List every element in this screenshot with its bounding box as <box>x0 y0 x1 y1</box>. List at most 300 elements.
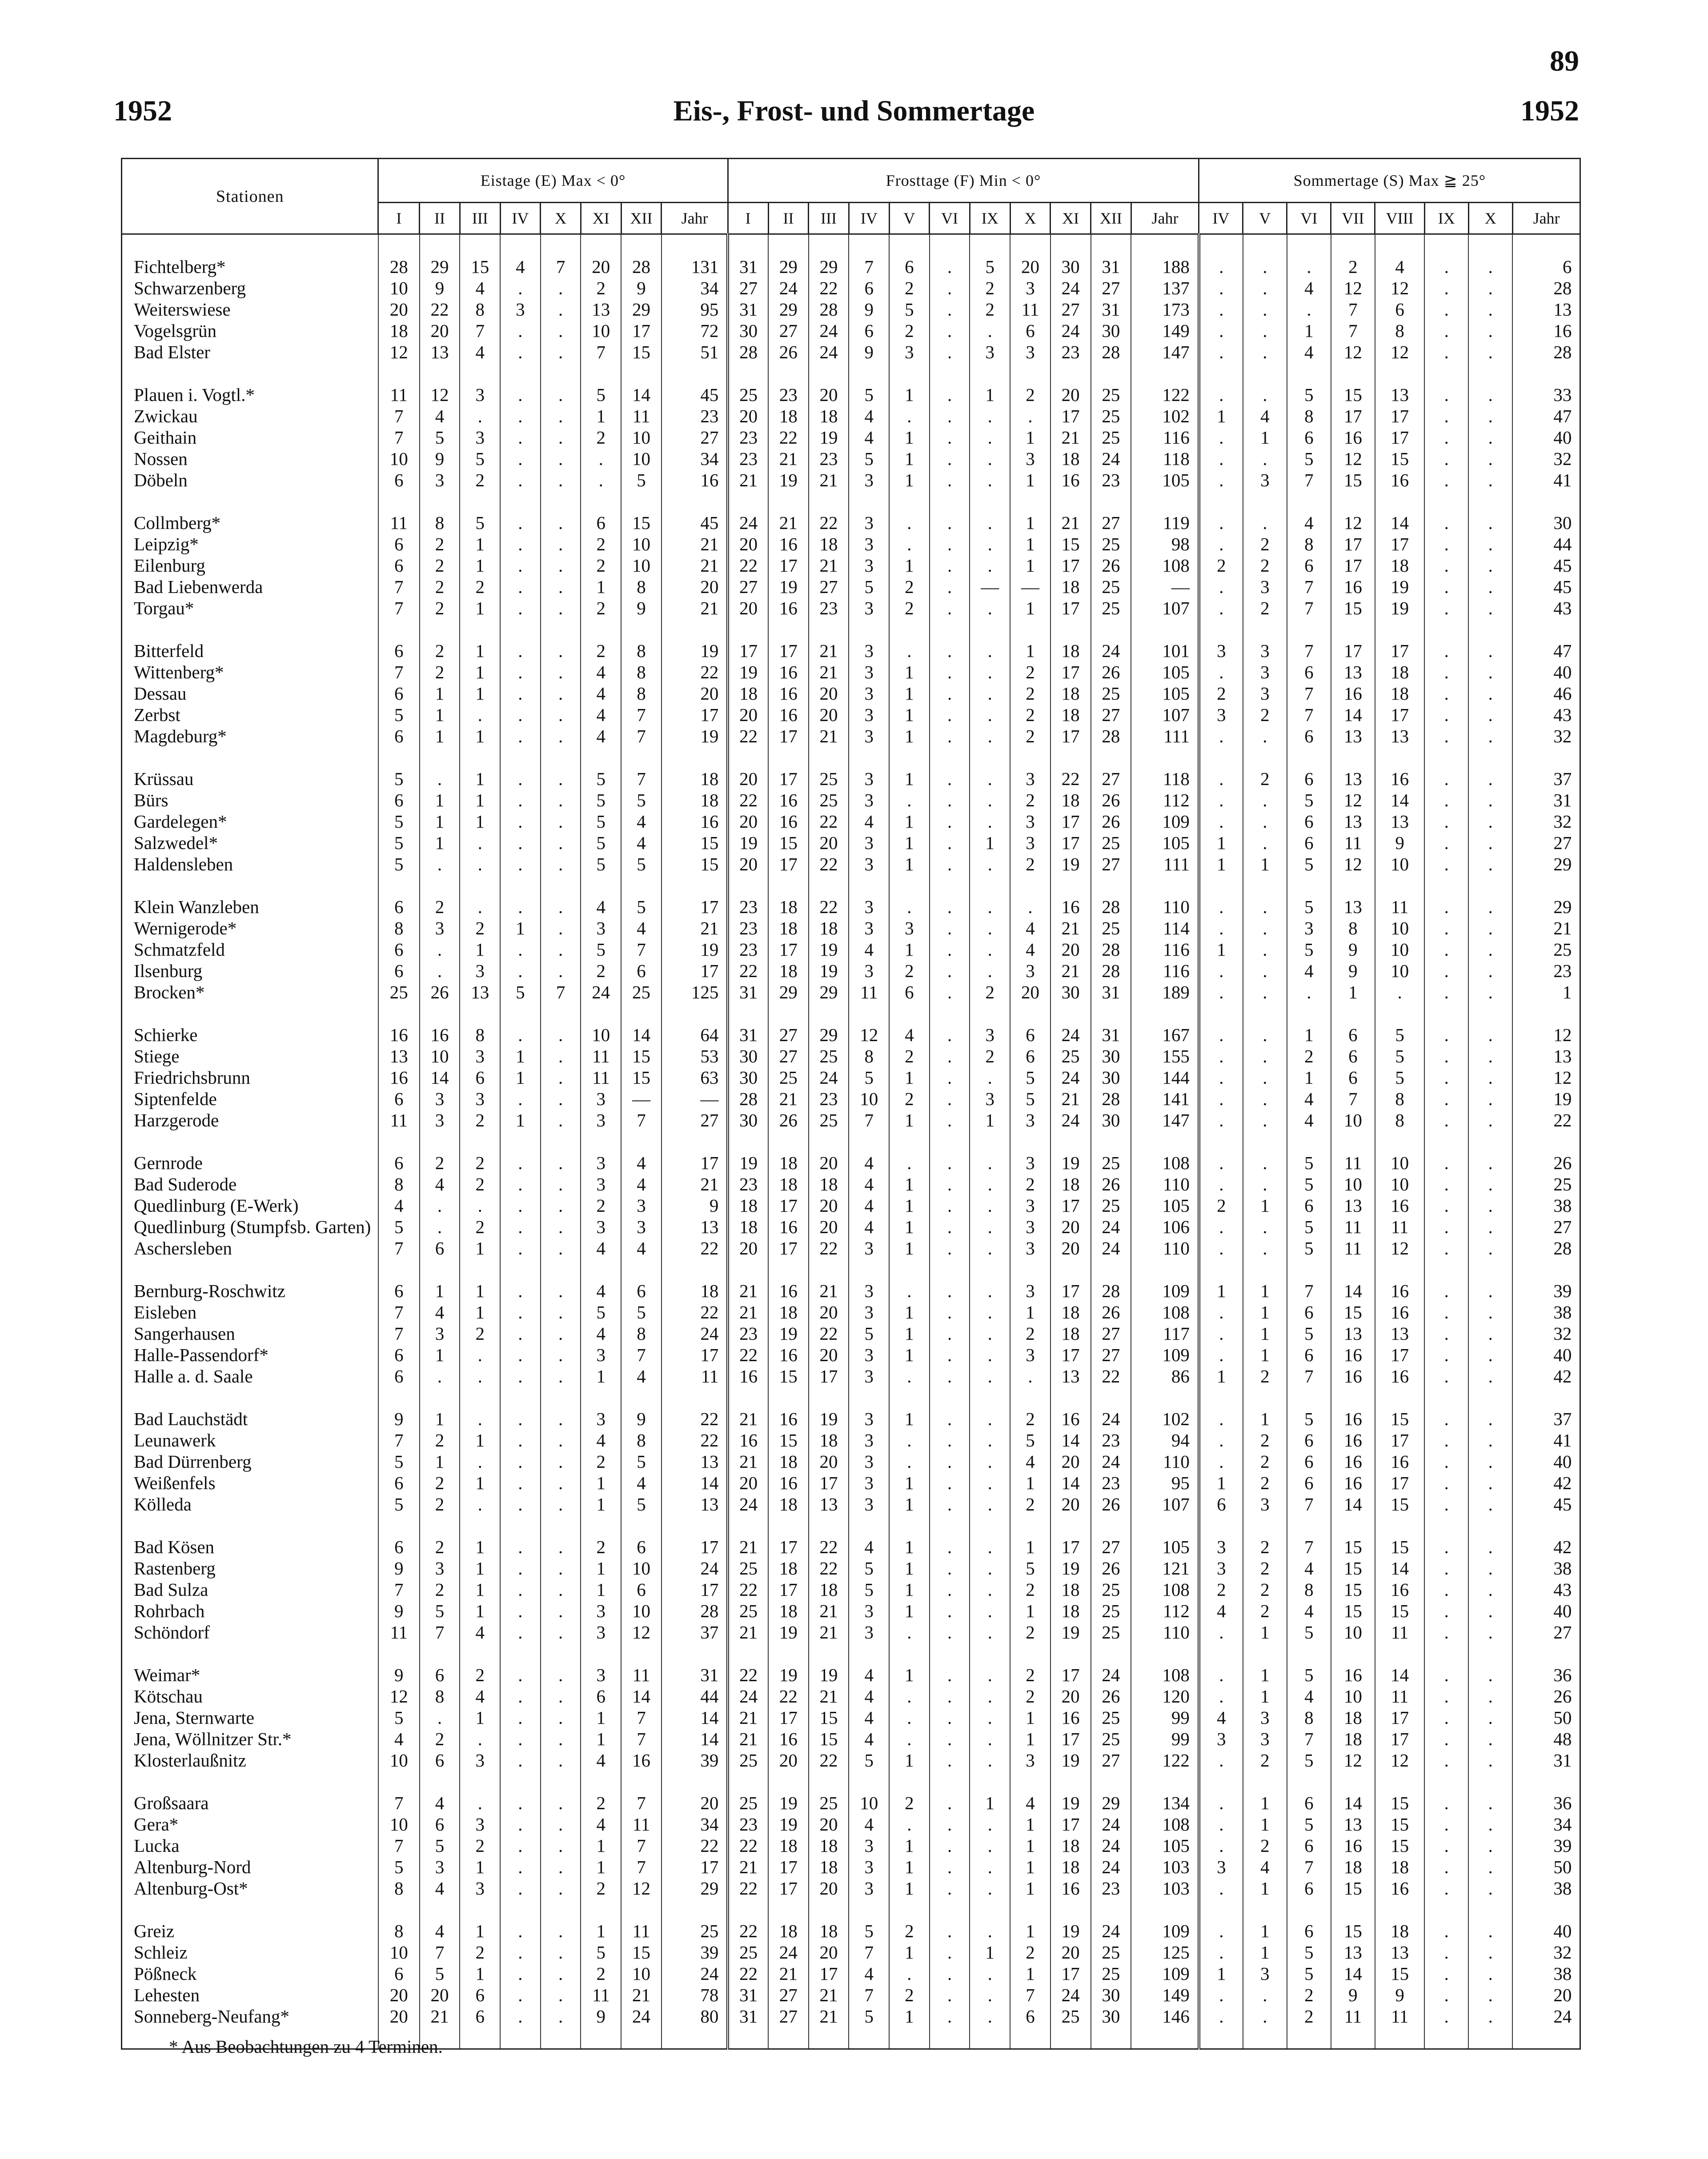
frost-cell: 31 <box>1091 256 1131 277</box>
sommer-cell: . <box>1468 960 1512 981</box>
frost-cell: 2 <box>889 576 930 597</box>
sommer-cell: . <box>1243 1984 1287 2006</box>
sommer-cell: . <box>1243 725 1287 747</box>
frost-cell: 13 <box>809 1494 849 1515</box>
sommer-cell: . <box>1424 1579 1468 1600</box>
eis-cell: . <box>541 789 581 811</box>
frost-cell: . <box>930 1942 970 1963</box>
frost-cell: 17 <box>768 640 809 661</box>
sommer-cell: 7 <box>1287 1856 1331 1878</box>
station-name: Bad Kösen <box>122 1536 378 1558</box>
sommer-cell: 18 <box>1375 683 1424 704</box>
sommer-cell: 11 <box>1375 1216 1424 1238</box>
sommer-cell: 14 <box>1375 1664 1424 1686</box>
frost-cell: 3 <box>849 533 889 555</box>
eis-cell: 19 <box>662 939 728 960</box>
frost-cell: 3 <box>1010 341 1050 363</box>
frost-cell: . <box>970 1920 1010 1942</box>
eis-cell: 17 <box>662 896 728 917</box>
frost-cell: 28 <box>809 299 849 320</box>
sommer-cell: 1 <box>1243 1302 1287 1323</box>
frost-cell: 18 <box>1050 789 1091 811</box>
eis-cell: 8 <box>621 683 662 704</box>
sommer-cell: 2 <box>1199 1579 1243 1600</box>
eis-cell: 6 <box>621 1579 662 1600</box>
eis-cell: . <box>500 1963 541 1984</box>
frost-cell: . <box>970 1494 1010 1515</box>
sommer-cell: . <box>1424 1174 1468 1195</box>
sommer-cell: 38 <box>1512 1878 1580 1899</box>
block-spacer <box>122 1387 1580 1408</box>
eis-cell: . <box>541 597 581 619</box>
eis-cell: 4 <box>621 1174 662 1195</box>
frost-cell: 3 <box>849 1280 889 1302</box>
frost-cell: 27 <box>768 320 809 341</box>
eis-cell: 15 <box>460 256 500 277</box>
frost-cell: 3 <box>849 832 889 853</box>
eis-cell: . <box>541 277 581 299</box>
frost-cell: 21 <box>809 1686 849 1707</box>
frost-cell: 31 <box>728 981 768 1003</box>
eis-cell: 1 <box>460 768 500 789</box>
eis-cell: . <box>500 341 541 363</box>
frost-cell: . <box>930 1579 970 1600</box>
sommer-cell: . <box>1199 1238 1243 1259</box>
eis-cell: 2 <box>581 1792 621 1814</box>
eis-cell: 13 <box>662 1216 728 1238</box>
frost-cell: 19 <box>728 661 768 683</box>
sommer-cell: 19 <box>1375 597 1424 619</box>
frost-cell: 1 <box>1010 1835 1050 1856</box>
sommer-cell: 41 <box>1512 1430 1580 1451</box>
frost-cell: 3 <box>1010 1238 1050 1259</box>
frost-cell: . <box>930 661 970 683</box>
frost-cell: . <box>930 1814 970 1835</box>
frost-cell: 19 <box>809 427 849 448</box>
sommer-cell: . <box>1199 1622 1243 1643</box>
eis-cell: 20 <box>581 256 621 277</box>
eis-cell: . <box>541 1344 581 1366</box>
sommer-cell: . <box>1243 277 1287 299</box>
sommer-cell: . <box>1199 512 1243 533</box>
sommer-cell: 6 <box>1287 1835 1331 1856</box>
frost-cell: . <box>930 576 970 597</box>
sommer-cell: . <box>1199 1430 1243 1451</box>
frost-cell: . <box>889 1430 930 1451</box>
sommer-cell: 10 <box>1331 1174 1375 1195</box>
frost-cell: 27 <box>768 1984 809 2006</box>
frost-cell: 15 <box>768 1430 809 1451</box>
frost-cell: 25 <box>728 1600 768 1622</box>
eis-cell: 7 <box>378 1792 420 1814</box>
sommer-month-header: VIII <box>1375 203 1424 234</box>
eis-cell: . <box>541 1472 581 1494</box>
table-row <box>122 1536 1580 1558</box>
frost-cell: . <box>970 896 1010 917</box>
eis-cell: 7 <box>621 1707 662 1728</box>
frost-cell: 31 <box>1091 299 1131 320</box>
sommer-cell: 40 <box>1512 1920 1580 1942</box>
frost-cell: 6 <box>889 256 930 277</box>
sommer-cell: 27 <box>1512 1216 1580 1238</box>
table-row <box>122 597 1580 619</box>
frost-cell: 23 <box>1091 469 1131 491</box>
eis-cell: 15 <box>662 832 728 853</box>
sommer-cell: . <box>1468 1067 1512 1088</box>
frost-cell: 7 <box>849 256 889 277</box>
sommer-cell: . <box>1199 661 1243 683</box>
frost-cell: . <box>930 1472 970 1494</box>
frost-cell: 21 <box>768 1963 809 1984</box>
frost-cell: 16 <box>728 1430 768 1451</box>
frost-cell: 21 <box>809 1280 849 1302</box>
eis-cell: 3 <box>581 1174 621 1195</box>
frost-cell: 109 <box>1131 811 1199 832</box>
frost-cell: 26 <box>768 1110 809 1131</box>
eis-cell: 4 <box>420 1920 460 1942</box>
frost-cell: . <box>970 960 1010 981</box>
eis-cell: 20 <box>378 2006 420 2027</box>
eis-cell: 4 <box>420 405 460 427</box>
frost-cell: 22 <box>728 1835 768 1856</box>
eis-cell: 7 <box>460 320 500 341</box>
frost-cell: 21 <box>1050 1088 1091 1110</box>
frost-cell: 18 <box>768 1174 809 1195</box>
eis-cell: 4 <box>378 1728 420 1750</box>
eis-cell: 5 <box>581 939 621 960</box>
sommer-cell: . <box>1199 1216 1243 1238</box>
sommer-cell: 7 <box>1331 1088 1375 1110</box>
eis-cell: 6 <box>621 1536 662 1558</box>
sommer-cell: 11 <box>1331 1152 1375 1174</box>
frost-cell: 3 <box>849 1238 889 1259</box>
frost-cell: 19 <box>728 832 768 853</box>
eis-cell: . <box>460 1728 500 1750</box>
station-name: Bürs <box>122 789 378 811</box>
frost-cell: 3 <box>1010 1216 1050 1238</box>
frost-cell: 18 <box>809 1174 849 1195</box>
eis-cell: 6 <box>378 555 420 576</box>
frost-cell: . <box>930 1686 970 1707</box>
sommer-cell: 6 <box>1287 1195 1331 1216</box>
sommer-cell: 14 <box>1375 512 1424 533</box>
frost-cell: 20 <box>1010 981 1050 1003</box>
eis-cell: . <box>500 469 541 491</box>
frost-cell: . <box>930 1536 970 1558</box>
eis-cell: 5 <box>581 832 621 853</box>
eis-cell: 2 <box>581 427 621 448</box>
frost-cell: 25 <box>1050 2006 1091 2027</box>
eis-cell: 4 <box>460 1622 500 1643</box>
frost-cell: . <box>930 277 970 299</box>
eis-cell: . <box>541 576 581 597</box>
frost-cell: 24 <box>728 1686 768 1707</box>
eis-cell: 3 <box>420 1088 460 1110</box>
eis-cell: 17 <box>621 320 662 341</box>
sommer-cell: 1 <box>1243 1814 1287 1835</box>
sommer-cell: . <box>1199 597 1243 619</box>
eis-cell: 34 <box>662 1814 728 1835</box>
eis-cell: 11 <box>621 1814 662 1835</box>
station-name: Torgau* <box>122 597 378 619</box>
frost-cell: 20 <box>728 533 768 555</box>
frost-cell: 26 <box>1091 1302 1131 1323</box>
frost-cell: 11 <box>1010 299 1050 320</box>
eis-cell: 3 <box>420 1558 460 1579</box>
eis-cell: 4 <box>581 1750 621 1771</box>
eis-cell: 1 <box>581 576 621 597</box>
frost-cell: 17 <box>1050 405 1091 427</box>
frost-cell: . <box>970 725 1010 747</box>
eis-cell: 9 <box>662 1195 728 1216</box>
sommer-cell: . <box>1468 768 1512 789</box>
frost-cell: 19 <box>768 576 809 597</box>
eis-cell: 4 <box>581 683 621 704</box>
sommer-cell: . <box>1243 917 1287 939</box>
eis-cell: 1 <box>581 1579 621 1600</box>
sommer-cell: . <box>1424 384 1468 405</box>
eis-cell: 4 <box>460 277 500 299</box>
sommer-cell: 2 <box>1243 533 1287 555</box>
sommer-cell: 12 <box>1512 1024 1580 1045</box>
frost-cell: 20 <box>728 853 768 875</box>
frost-cell: . <box>930 1110 970 1131</box>
sommer-cell: 14 <box>1331 1494 1375 1515</box>
eis-cell: 6 <box>378 960 420 981</box>
frost-cell: 15 <box>768 1366 809 1387</box>
eis-cell: 2 <box>581 597 621 619</box>
eis-cell: 1 <box>500 1067 541 1088</box>
frost-cell: 18 <box>768 1451 809 1472</box>
eis-cell: 5 <box>621 1302 662 1323</box>
sommer-cell: 2 <box>1243 1600 1287 1622</box>
table-row <box>122 1152 1580 1174</box>
eis-cell: 6 <box>621 1280 662 1302</box>
sommer-cell: . <box>1199 1920 1243 1942</box>
frost-cell: 3 <box>849 1494 889 1515</box>
frost-cell: 188 <box>1131 256 1199 277</box>
frost-cell: 3 <box>849 725 889 747</box>
sommer-cell: . <box>1424 789 1468 811</box>
eis-cell: . <box>541 1686 581 1707</box>
table-row <box>122 384 1580 405</box>
sommer-cell: 10 <box>1331 1686 1375 1707</box>
frost-cell: . <box>970 1622 1010 1643</box>
frost-cell: 1 <box>889 1408 930 1430</box>
frost-cell: 108 <box>1131 1302 1199 1323</box>
station-name: Haldensleben <box>122 853 378 875</box>
eis-cell: 3 <box>460 1088 500 1110</box>
table-row <box>122 1792 1580 1814</box>
sommer-cell: 10 <box>1375 917 1424 939</box>
frost-cell: 105 <box>1131 1835 1199 1856</box>
sommer-cell: 16 <box>1375 1878 1424 1899</box>
frost-cell: 3 <box>849 704 889 725</box>
station-name: Bad Sulza <box>122 1579 378 1600</box>
frost-cell: 19 <box>1050 1558 1091 1579</box>
table-row <box>122 1984 1580 2006</box>
frost-cell: 30 <box>1091 1067 1131 1088</box>
eis-cell: 5 <box>378 832 420 853</box>
eis-month-header: III <box>460 203 500 234</box>
frost-cell: 5 <box>1010 1067 1050 1088</box>
frost-cell: . <box>970 1216 1010 1238</box>
sommer-cell: 12 <box>1331 1750 1375 1771</box>
frost-cell: 2 <box>1010 1408 1050 1430</box>
eis-cell: . <box>500 277 541 299</box>
eis-cell: . <box>420 1195 460 1216</box>
eis-cell: . <box>541 960 581 981</box>
station-name: Schmatzfeld <box>122 939 378 960</box>
frost-cell: . <box>970 1408 1010 1430</box>
sommer-cell: 15 <box>1375 1963 1424 1984</box>
station-name: Bad Lauchstädt <box>122 1408 378 1430</box>
frost-cell: 18 <box>1050 448 1091 469</box>
eis-cell: 5 <box>581 811 621 832</box>
sommer-cell: . <box>1468 256 1512 277</box>
sommer-cell: 15 <box>1375 448 1424 469</box>
station-name: Leunawerk <box>122 1430 378 1451</box>
sommer-cell: . <box>1243 939 1287 960</box>
eis-cell: 5 <box>378 1707 420 1728</box>
frost-cell: 31 <box>728 1984 768 2006</box>
eis-cell: 4 <box>581 704 621 725</box>
sommer-cell: 10 <box>1375 1152 1424 1174</box>
frost-cell: 20 <box>809 832 849 853</box>
frost-cell: 20 <box>809 1451 849 1472</box>
sommer-cell: 2 <box>1243 768 1287 789</box>
sommer-cell: 1 <box>1243 1344 1287 1366</box>
frost-cell: 19 <box>1050 1750 1091 1771</box>
eis-cell: 7 <box>581 341 621 363</box>
frost-cell: 21 <box>728 1728 768 1750</box>
sommer-cell: . <box>1468 1536 1512 1558</box>
frost-cell: 28 <box>1091 939 1131 960</box>
eis-cell: 1 <box>500 1110 541 1131</box>
table-row <box>122 832 1580 853</box>
sommer-cell: . <box>1199 1302 1243 1323</box>
sommer-cell: . <box>1424 1622 1468 1643</box>
frost-cell: 23 <box>809 597 849 619</box>
frost-cell: 20 <box>768 1750 809 1771</box>
sommer-cell: 13 <box>1375 811 1424 832</box>
frost-cell: 19 <box>768 1664 809 1686</box>
sommer-cell: . <box>1424 1430 1468 1451</box>
eis-cell: 22 <box>662 661 728 683</box>
frost-cell: . <box>970 1600 1010 1622</box>
eis-cell: . <box>500 1238 541 1259</box>
sommer-cell: 2 <box>1243 555 1287 576</box>
eis-cell: 5 <box>621 789 662 811</box>
sommer-cell: . <box>1424 1472 1468 1494</box>
table-row <box>122 1963 1580 1984</box>
frost-cell: 29 <box>768 299 809 320</box>
eis-cell: 1 <box>420 704 460 725</box>
table-row <box>122 576 1580 597</box>
table-row <box>122 1622 1580 1643</box>
eis-cell: 2 <box>460 1152 500 1174</box>
sommer-cell: . <box>1424 960 1468 981</box>
frost-cell: 7 <box>849 1942 889 1963</box>
table-row <box>122 1686 1580 1707</box>
sommer-cell: . <box>1468 939 1512 960</box>
sommer-cell: 2 <box>1199 555 1243 576</box>
sommer-cell: 8 <box>1375 320 1424 341</box>
frost-cell: 147 <box>1131 1110 1199 1131</box>
eis-cell: . <box>541 725 581 747</box>
frost-cell: 3 <box>1010 1195 1050 1216</box>
frost-cell: 110 <box>1131 1238 1199 1259</box>
frost-cell: 17 <box>1050 1280 1091 1302</box>
sommer-cell: . <box>1424 1088 1468 1110</box>
frost-cell: 24 <box>768 1942 809 1963</box>
eis-cell: . <box>500 768 541 789</box>
eis-cell: 21 <box>621 1984 662 2006</box>
sommer-cell: 38 <box>1512 1302 1580 1323</box>
sommer-cell: 6 <box>1287 1451 1331 1472</box>
sommer-cell: 11 <box>1375 2006 1424 2027</box>
frost-cell: 5 <box>849 2006 889 2027</box>
sommer-cell: 2 <box>1331 256 1375 277</box>
eis-cell: . <box>541 1174 581 1195</box>
sommer-cell: . <box>1468 1792 1512 1814</box>
frost-month-header: I <box>728 203 768 234</box>
frost-cell: 3 <box>1010 768 1050 789</box>
eis-cell: 19 <box>662 725 728 747</box>
eis-cell: 21 <box>662 597 728 619</box>
sommer-cell: . <box>1199 1323 1243 1344</box>
frost-cell: 23 <box>1091 1878 1131 1899</box>
sommer-cell: 42 <box>1512 1366 1580 1387</box>
sommer-cell: 5 <box>1287 1174 1331 1195</box>
sommer-cell: 6 <box>1331 1067 1375 1088</box>
frost-cell: 14 <box>1050 1430 1091 1451</box>
frost-cell: 21 <box>809 661 849 683</box>
eis-cell: 10 <box>378 448 420 469</box>
frost-cell: 110 <box>1131 1451 1199 1472</box>
frost-cell: 17 <box>809 1963 849 1984</box>
station-name: Siptenfelde <box>122 1088 378 1110</box>
frost-cell: 1 <box>889 1110 930 1131</box>
frost-cell: . <box>930 1344 970 1366</box>
eis-cell: 10 <box>621 1558 662 1579</box>
sommer-cell: 1 <box>1199 1366 1243 1387</box>
sommer-cell: 15 <box>1331 1558 1375 1579</box>
frost-cell: 16 <box>768 533 809 555</box>
eis-cell: 5 <box>621 853 662 875</box>
eis-cell: 6 <box>378 939 420 960</box>
eis-cell: 1 <box>460 683 500 704</box>
eis-cell: 9 <box>621 597 662 619</box>
sommer-cell: 21 <box>1512 917 1580 939</box>
station-name: Dessau <box>122 683 378 704</box>
sommer-cell: 6 <box>1287 1920 1331 1942</box>
frost-cell: . <box>970 789 1010 811</box>
frost-cell: 20 <box>809 384 849 405</box>
frost-cell: 18 <box>809 1430 849 1451</box>
sommer-cell: 7 <box>1331 320 1375 341</box>
eis-cell: 2 <box>420 555 460 576</box>
sommer-cell: . <box>1468 1280 1512 1302</box>
sommer-cell: . <box>1468 299 1512 320</box>
eis-cell: 4 <box>621 1238 662 1259</box>
frost-cell: 2 <box>889 1088 930 1110</box>
frost-month-header: IX <box>970 203 1010 234</box>
eis-cell: . <box>541 661 581 683</box>
eis-cell: . <box>541 640 581 661</box>
sommer-cell: 39 <box>1512 1835 1580 1856</box>
frost-cell: 147 <box>1131 341 1199 363</box>
